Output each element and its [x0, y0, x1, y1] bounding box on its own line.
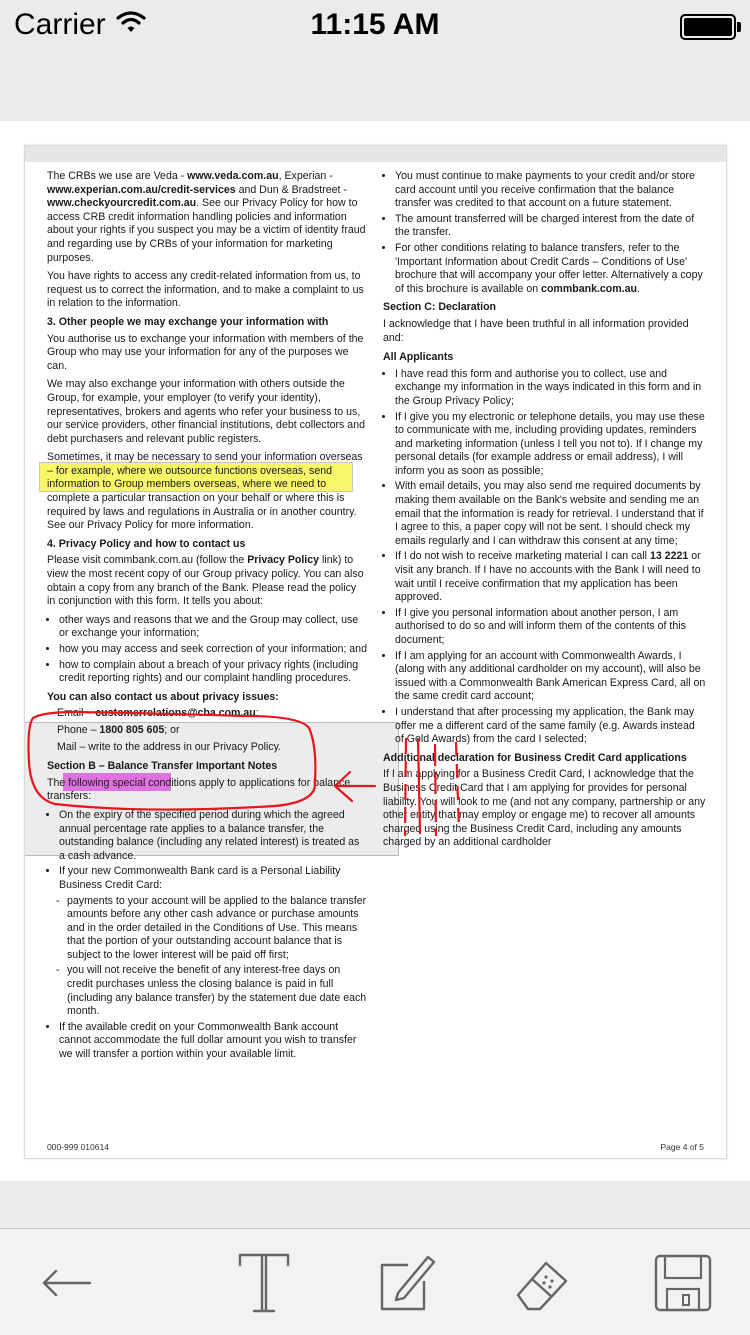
contact-heading: You can also contact us about privacy issues:: [47, 690, 279, 703]
exchange-paragraph: We may also exchange your information with others outside the Group, for example, your employer (to verify your identity), representatives, brokers and agents who refer your business to us, our service providers, other financial institutions, debt collectors and debt purchasers and relevant public registers.: [47, 378, 365, 445]
contact-email-line: [57, 707, 367, 721]
marketing-text-pre: If I do not wish to receive marketing material I can call: [395, 550, 650, 563]
business-declaration-paragraph: If I am applying for a Business Credit Card, I acknowledge that the Business Credit Card that I am applying for provides for personal liability. You will look to me (and not any company, partnership or any other entity that may employ or engage me) to recover all amounts charged using the Business Credit Card, including any amounts charged by an additional cardholder: [383, 768, 706, 849]
bottom-toolbar: [0, 1228, 750, 1335]
marketing-phone-number[interactable]: 13 2221: [649, 550, 689, 563]
privacy-bullet-list: [47, 614, 367, 686]
list-item: [395, 550, 706, 604]
authorise-paragraph: You authorise us to exchange your information with members of the Group who may use your information for any of the purposes we can.: [47, 332, 364, 372]
bullet3-end: .: [637, 282, 640, 295]
list-item: - you will not receive the benefit of any interest-free days on credit purchases unless the closing balance is paid in full (including any balance transfer) by the statement due date each month.: [67, 964, 367, 1018]
bullet3-text: For other conditions relating to balance transfers, refer to the 'Important Information about Credit Cards – Conditions of Use' brochure that will accompany your offer letter. Alternatively a copy of this brochure is available on: [395, 241, 703, 295]
back-button[interactable]: [26, 1243, 106, 1323]
status-bar: [0, 0, 750, 50]
overseas-paragraph: Sometimes, it may be necessary to send your information overseas – for example, where we outsource functions overseas, send information to Group members overseas, where we need to complete a particular transaction on your behalf or where this is required by laws and regulations in Australia or in another country. See our Privacy Policy for more information.: [47, 451, 363, 532]
list-item: • If I give you my electronic or telephone details, you may use these to communicate with me, including providing updates, reminders and marketing information (unless I tell you not to). If I change my personal details (for example address or email address), I will inform you as soon as possible;: [395, 411, 706, 479]
edit-note-icon: [372, 1251, 436, 1315]
list-item: • If I am applying for an account with Commonwealth Awards, I (along with any additional cardholder on my account), will also be issued with a Commonwealth Bank American Express Card, all on the same credit card account;: [395, 650, 706, 704]
contact-phone-line: [57, 724, 367, 738]
list-item: • other ways and reasons that we and the Group may collect, use or exchange your information;: [59, 614, 367, 641]
list-item: • With email details, you may also send me required documents by making them available on the Bank's website and sending me an email that the information is ready for retrieval. I understand that if I agree to this, a paper copy will not be sent. I should check my emails regularly and I can withdraw this consent at any time;: [395, 480, 706, 548]
form-code: 000-999 010614: [47, 1142, 109, 1152]
text-tool-icon: [234, 1251, 294, 1315]
rights-paragraph: You have rights to access any credit-related information from us, to request us to correct the information, and to make a complaint to us in relation to the information.: [47, 270, 364, 310]
list-item: • The amount transferred will be charged interest from the date of the transfer.: [395, 213, 706, 240]
list-item: [395, 242, 706, 296]
declaration-intro: I acknowledge that I have been truthful in all information provided and:: [383, 317, 689, 344]
eraser-button[interactable]: [502, 1243, 582, 1323]
page-number: Page 4 of 5: [660, 1142, 704, 1152]
list-item: • I understand that after processing my application, the Bank may offer me a different card of the same family (e.g. Awards instead of Gold Awards) from the card I selected;: [395, 706, 706, 747]
section-b-intro: The following special conditions apply to applications for balance transfers:: [47, 776, 351, 803]
contact-block: [47, 707, 367, 754]
available-credit-list: [47, 1021, 367, 1062]
commbank-link[interactable]: commbank.com.au: [541, 282, 638, 295]
phone-label: Phone –: [57, 723, 100, 736]
right-column: [383, 170, 706, 855]
marketing-text-post: or visit any branch. If I have no accounts with the Bank I will need to wait until I receive confirmation that my application has been approved.: [395, 550, 701, 604]
list-item: • I have read this form and authorise you to collect, use and exchange my information in the ways indicated in this form and in the Group Privacy Policy;: [395, 368, 706, 409]
balance-transfer-conditions-list: [383, 170, 706, 296]
left-column: [47, 170, 367, 1067]
privacy-policy-paragraph: Please visit commbank.com.au (follow the Privacy Policy link) to view the most recent copy of our Group privacy policy. You can also obtain a copy from any branch of the Bank. Please read the policy in conjunction with this form. It tells you about:: [47, 554, 364, 608]
list-item: • If your new Commonwealth Bank card is a Personal Liability Business Credit Card:: [59, 865, 367, 892]
carrier-label: Carrier: [14, 8, 106, 41]
save-icon: [653, 1253, 713, 1313]
crb-paragraph: The CRBs we use are Veda - www.veda.com.au, Experian - www.experian.com.au/credit-services and Dun & Bradstreet - www.checkyourcredit.com.au. See our Privacy Policy for how to access CRB credit information handling policies and information about your rights if you suspect you may be a victim of identity fraud and regarding use by CRBs of your information for marketing purposes.: [47, 170, 366, 264]
battery-icon: [680, 14, 736, 40]
document-page[interactable]: [24, 145, 727, 1159]
list-item: • On the expiry of the specified period during which the agreed annual percentage rate applies to a balance transfer, the outstanding balance (including any related interest) is treated as a cash advance.: [59, 809, 367, 863]
eraser-icon: [510, 1251, 574, 1315]
clock: 11:15 AM: [310, 8, 440, 41]
balance-transfer-list: [47, 809, 367, 893]
page-header-band: [25, 146, 726, 162]
back-arrow-icon: [36, 1263, 96, 1303]
contact-mail-line: Mail – write to the address in our Privacy Policy.: [57, 740, 282, 753]
liability-dash-list: [47, 895, 367, 1019]
email-suffix: ;: [255, 707, 259, 720]
email-label: Email –: [57, 707, 96, 720]
declaration-list: [383, 368, 706, 747]
section-b-heading: Section B – Balance Transfer Important Notes: [47, 760, 278, 773]
section-3-heading: 3. Other people we may exchange your information with: [47, 315, 329, 328]
phone-number[interactable]: 1800 805 605: [99, 723, 165, 736]
section-c-heading: Section C: Declaration: [383, 301, 497, 314]
business-declaration-heading: Additional declaration for Business Credit Card applications: [383, 751, 687, 764]
list-item: • If the available credit on your Commonwealth Bank account cannot accommodate the full dollar amount you wish to transfer we will transfer a portion within your available limit.: [59, 1021, 367, 1062]
section-4-heading: 4. Privacy Policy and how to contact us: [47, 537, 246, 550]
document-viewer[interactable]: [0, 121, 750, 1181]
email-link[interactable]: customerrelations@cba.com.au: [95, 707, 256, 720]
save-button[interactable]: [643, 1243, 723, 1323]
navigation-bar: [0, 50, 750, 120]
list-item: • You must continue to make payments to your credit and/or store card account until you receive confirmation that the balance transfer was credited to that account on a future statement.: [395, 170, 706, 211]
all-applicants-heading: All Applicants: [383, 351, 454, 364]
list-item: - payments to your account will be applied to the balance transfer amounts before any other cash advance or purchase amounts and in the order detailed in the Conditions of Use. This means that the portion of your outstanding account balance that is subject to the lower interest will be paid off first;: [67, 895, 367, 963]
text-tool-button[interactable]: [224, 1243, 304, 1323]
list-item: • how to complain about a breach of your privacy rights (including credit reporting rights) and our complaint handling procedures.: [59, 659, 367, 686]
list-item: • If I give you personal information about another person, I am authorised to do so and will inform them of the contents of this document;: [395, 607, 706, 648]
toolbar-spacer: [0, 1181, 750, 1228]
list-item: • how you may access and seek correction of your information; and: [59, 643, 367, 657]
phone-suffix: ; or: [164, 723, 180, 736]
edit-note-button[interactable]: [364, 1243, 444, 1323]
